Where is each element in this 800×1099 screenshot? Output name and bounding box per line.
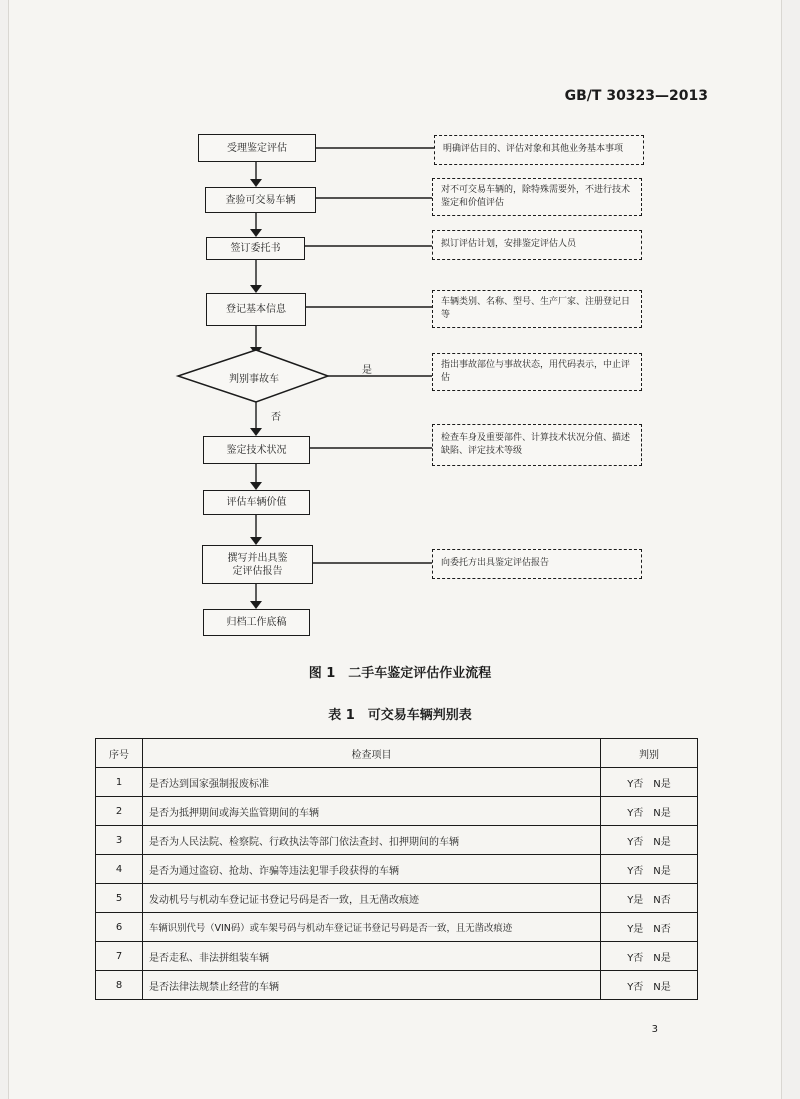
arrowhead-5 xyxy=(250,428,262,436)
standard-code: GB/T 30323—2013 xyxy=(564,88,708,104)
table-header-row xyxy=(96,739,698,768)
row-no: 1 xyxy=(96,768,143,797)
row-item: 是否为抵押期间或海关监管期间的车辆 xyxy=(143,797,601,826)
table-caption: 表 1 可交易车辆判别表 xyxy=(328,708,472,723)
step-inspect-vehicle: 查验可交易车辆 xyxy=(205,187,316,213)
row-result: Y否 N是 xyxy=(601,971,698,1000)
row-no: 2 xyxy=(96,797,143,826)
row-result: Y否 N是 xyxy=(601,855,698,884)
table-row xyxy=(96,826,698,855)
row-item: 是否为人民法院、检察院、行政执法等部门依法查封、扣押期间的车辆 xyxy=(143,826,601,855)
step-archive-workpapers: 归档工作底稿 xyxy=(203,609,310,636)
table-row xyxy=(96,971,698,1000)
row-item: 发动机号与机动车登记证书登记号码是否一致，且无凿改痕迹 xyxy=(143,884,601,913)
note-technical: 检查车身及重要部件、计算技术状况分值、描述缺陷、评定技术等级 xyxy=(432,424,642,466)
row-no: 7 xyxy=(96,942,143,971)
row-item: 车辆识别代号（VIN码）或车架号码与机动车登记证书登记号码是否一致，且无凿改痕迹 xyxy=(143,913,601,942)
row-result: Y是 N否 xyxy=(601,913,698,942)
header-check-item: 检查项目 xyxy=(143,739,601,768)
note-report: 向委托方出具鉴定评估报告 xyxy=(432,549,642,579)
row-no: 4 xyxy=(96,855,143,884)
step-evaluate-vehicle-value: 评估车辆价值 xyxy=(203,490,310,515)
branch-no-label: 否 xyxy=(271,412,281,423)
step-assess-technical-condition: 鉴定技术状况 xyxy=(203,436,310,464)
row-result: Y否 N是 xyxy=(601,797,698,826)
note-register: 车辆类别、名称、型号、生产厂家、注册登记日等 xyxy=(432,290,642,328)
step-issue-report: 撰写并出具鉴定评估报告 xyxy=(202,545,313,584)
step-identify-accident-vehicle: 判别事故车 xyxy=(229,374,279,385)
note-accident: 指出事故部位与事故状态，用代码表示，中止评估 xyxy=(432,353,642,391)
row-result: Y是 N否 xyxy=(601,884,698,913)
note-sign: 拟订评估计划，安排鉴定评估人员 xyxy=(432,230,642,260)
row-no: 3 xyxy=(96,826,143,855)
table-row xyxy=(96,797,698,826)
page-number: 3 xyxy=(651,1024,658,1035)
arrowhead-8 xyxy=(250,601,262,609)
table-row xyxy=(96,913,698,942)
table-row xyxy=(96,855,698,884)
row-item: 是否走私、非法拼组装车辆 xyxy=(143,942,601,971)
table-row xyxy=(96,768,698,797)
row-result: Y否 N是 xyxy=(601,826,698,855)
header-judgment: 判别 xyxy=(601,739,698,768)
note-accept: 明确评估目的、评估对象和其他业务基本事项 xyxy=(434,135,644,165)
header-serial-no: 序号 xyxy=(96,739,143,768)
step-sign-commission: 签订委托书 xyxy=(206,237,305,260)
vehicle-judgment-table xyxy=(95,738,698,1000)
row-item: 是否为通过盗窃、抢劫、诈骗等违法犯罪手段获得的车辆 xyxy=(143,855,601,884)
table-row xyxy=(96,884,698,913)
table-row xyxy=(96,942,698,971)
row-result: Y否 N是 xyxy=(601,942,698,971)
figure-caption: 图 1 二手车鉴定评估作业流程 xyxy=(308,666,492,681)
step-register-info: 登记基本信息 xyxy=(206,293,306,326)
arrowhead-2 xyxy=(250,229,262,237)
arrowhead-1 xyxy=(250,179,262,187)
row-no: 8 xyxy=(96,971,143,1000)
branch-yes-label: 是 xyxy=(362,365,372,376)
note-inspect: 对不可交易车辆的，除特殊需要外，不进行技术鉴定和价值评估 xyxy=(432,178,642,216)
arrowhead-6 xyxy=(250,482,262,490)
row-item: 是否法律法规禁止经营的车辆 xyxy=(143,971,601,1000)
arrowhead-3 xyxy=(250,285,262,293)
step-accept-appraisal: 受理鉴定评估 xyxy=(198,134,316,162)
arrowhead-7 xyxy=(250,537,262,545)
row-item: 是否达到国家强制报废标准 xyxy=(143,768,601,797)
row-no: 5 xyxy=(96,884,143,913)
row-result: Y否 N是 xyxy=(601,768,698,797)
row-no: 6 xyxy=(96,913,143,942)
